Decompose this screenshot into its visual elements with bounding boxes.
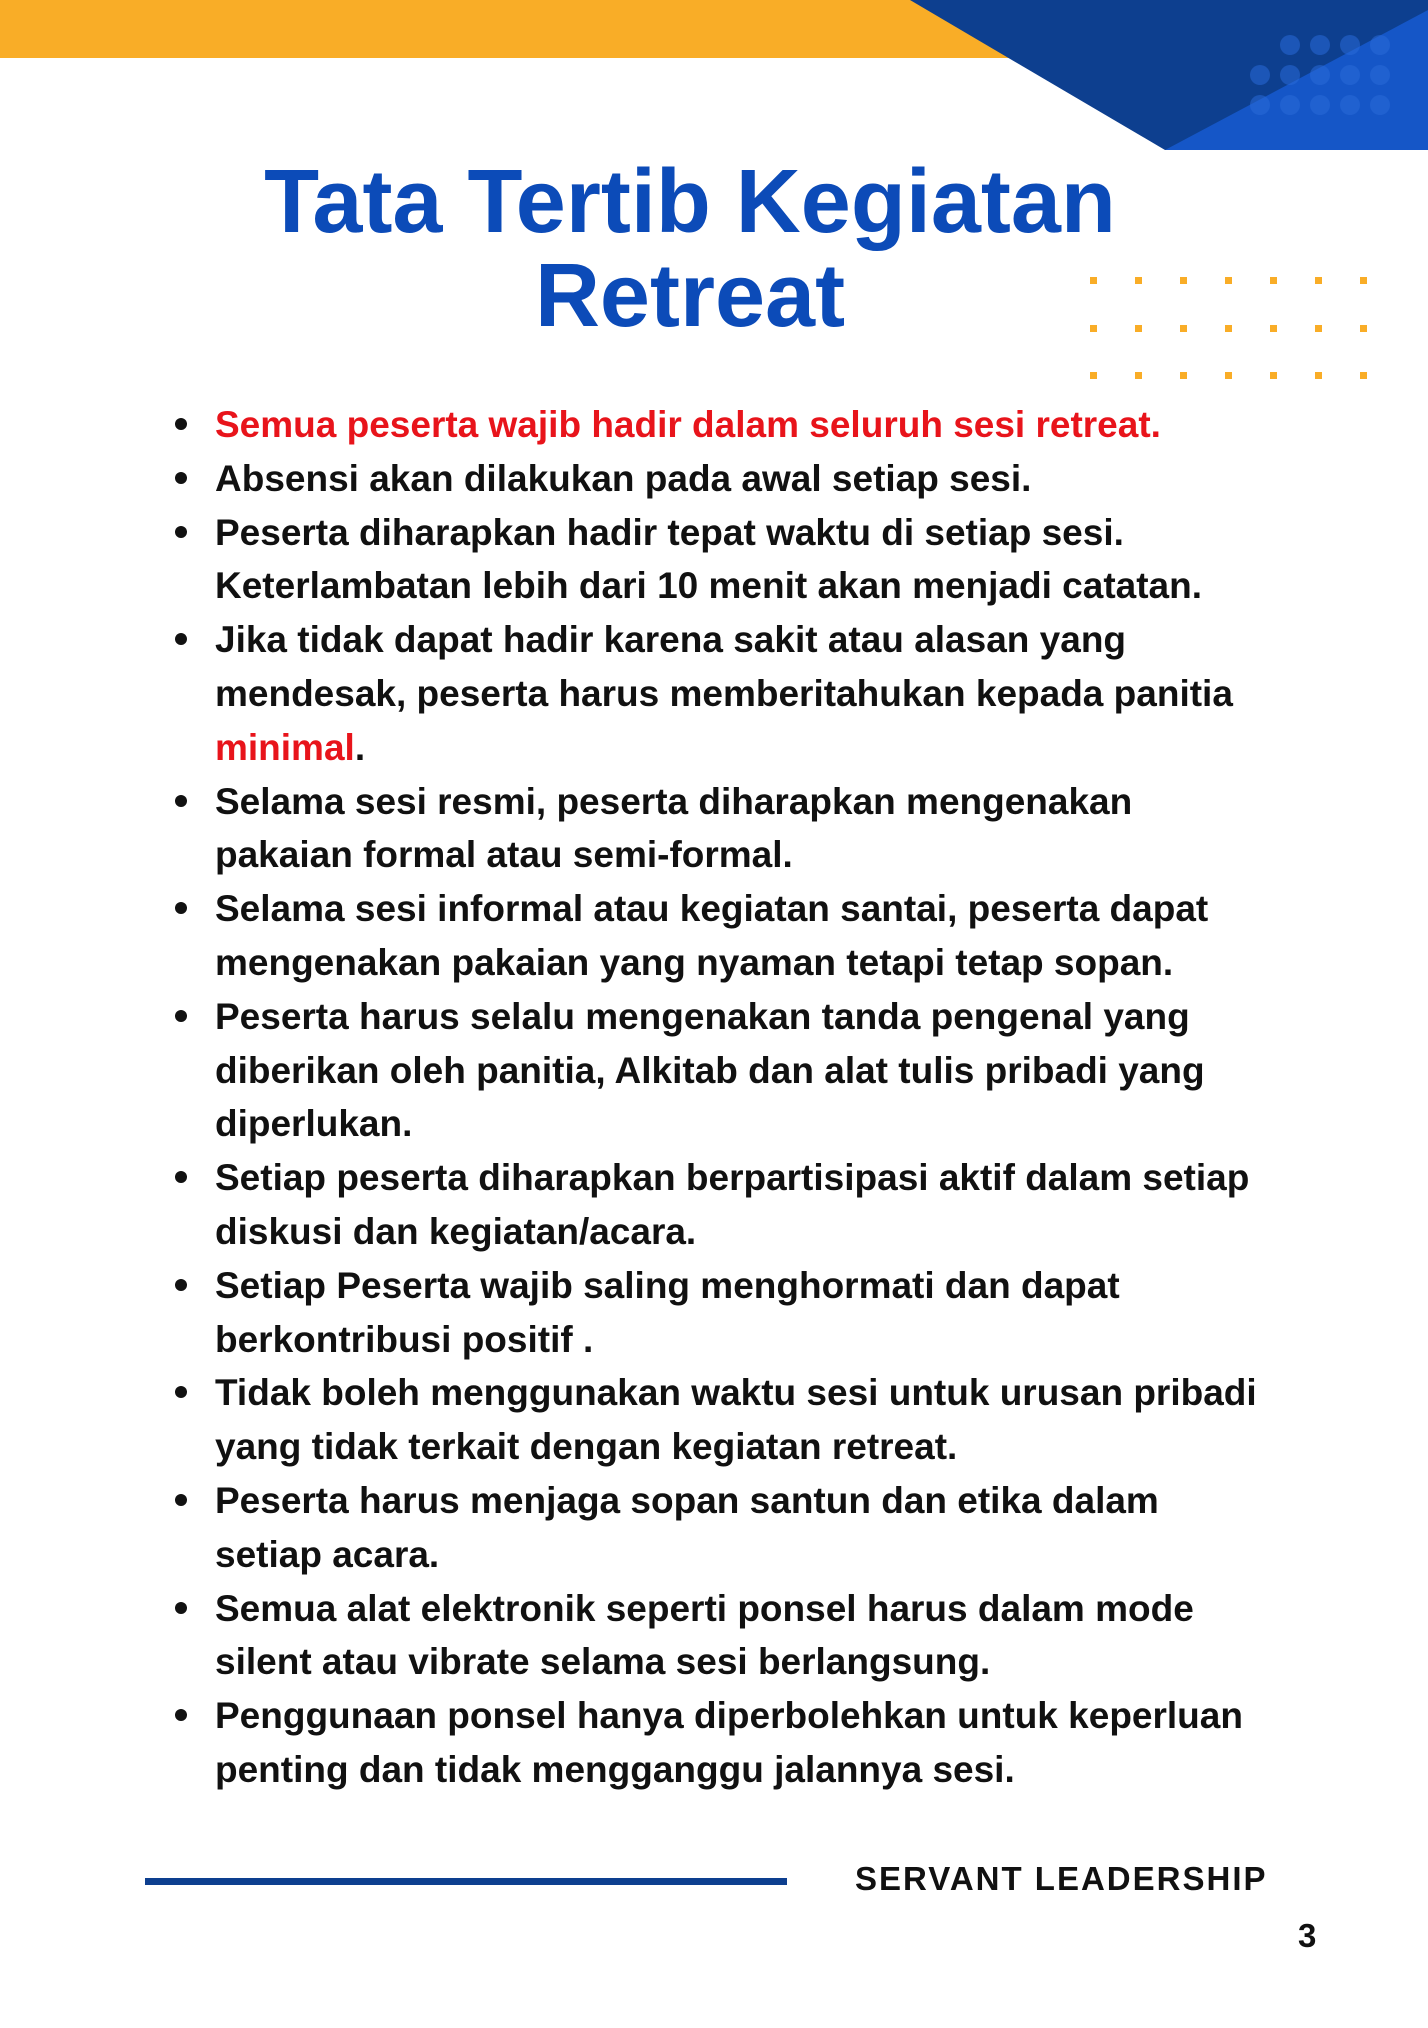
rule-line bbox=[215, 1582, 1335, 1636]
rule-text: Setiap Peserta wajib saling menghormati dan dapat bbox=[215, 1264, 1120, 1306]
rule-line bbox=[215, 1420, 1335, 1474]
rule-line bbox=[215, 559, 1335, 613]
rule-line bbox=[215, 398, 1335, 452]
rule-item bbox=[215, 398, 1335, 452]
rule-line bbox=[215, 882, 1335, 936]
rule-line bbox=[215, 1528, 1335, 1582]
rules-list bbox=[215, 398, 1335, 1797]
rule-text: Selama sesi informal atau kegiatan santai, peserta dapat bbox=[215, 888, 1209, 930]
rule-line bbox=[215, 667, 1335, 721]
rule-text: setiap acara. bbox=[215, 1533, 440, 1575]
page-title bbox=[190, 152, 1190, 346]
rule-item bbox=[215, 882, 1335, 990]
rule-line bbox=[215, 1097, 1335, 1151]
rule-text: Setiap peserta diharapkan berpartisipasi aktif dalam setiap bbox=[215, 1157, 1250, 1199]
rule-line bbox=[215, 1689, 1335, 1743]
rule-line bbox=[215, 1635, 1335, 1689]
rule-line bbox=[215, 1743, 1335, 1797]
rule-highlight-text: Semua peserta wajib hadir dalam seluruh sesi retreat. bbox=[215, 404, 1161, 445]
rule-text: Peserta diharapkan hadir tepat waktu di setiap sesi. bbox=[215, 511, 1124, 553]
rule-text: diberikan oleh panitia, Alkitab dan alat tulis pribadi yang bbox=[215, 1049, 1205, 1091]
rule-item bbox=[215, 1151, 1335, 1259]
rule-text: Semua alat elektronik seperti ponsel harus dalam mode bbox=[215, 1587, 1194, 1629]
rule-line bbox=[215, 1205, 1335, 1259]
orange-stripe bbox=[0, 0, 1010, 58]
rule-item bbox=[215, 1689, 1335, 1797]
rule-item bbox=[215, 1582, 1335, 1690]
rule-text: Selama sesi resmi, peserta diharapkan mengenakan bbox=[215, 780, 1133, 822]
rule-item bbox=[215, 1474, 1335, 1582]
rule-line bbox=[215, 1474, 1335, 1528]
rule-line bbox=[215, 990, 1335, 1044]
rule-line bbox=[215, 613, 1335, 667]
rule-line bbox=[215, 936, 1335, 990]
rule-text: diskusi dan kegiatan/acara. bbox=[215, 1210, 697, 1252]
rule-item bbox=[215, 1259, 1335, 1367]
rule-text: yang tidak terkait dengan kegiatan retreat. bbox=[215, 1426, 958, 1468]
rule-text: berkontribusi positif . bbox=[215, 1318, 594, 1360]
rule-line bbox=[215, 506, 1335, 560]
rule-item bbox=[215, 775, 1335, 883]
rule-line bbox=[215, 1313, 1335, 1367]
rule-item bbox=[215, 452, 1335, 506]
rule-text: penting dan tidak mengganggu jalannya sesi. bbox=[215, 1748, 1015, 1790]
rule-line bbox=[215, 775, 1335, 829]
rule-text: Peserta harus selalu mengenakan tanda pengenal yang bbox=[215, 995, 1190, 1037]
page-number: 3 bbox=[1298, 1917, 1317, 1954]
rule-text: Keterlambatan lebih dari 10 menit akan menjadi catatan. bbox=[215, 565, 1203, 607]
page-title-line-2: Retreat bbox=[534, 246, 846, 346]
rule-line bbox=[215, 721, 1335, 775]
rule-line bbox=[215, 452, 1335, 506]
rule-text: pakaian formal atau semi-formal. bbox=[215, 834, 793, 876]
rule-line bbox=[215, 1044, 1335, 1098]
rule-text: Tidak boleh menggunakan waktu sesi untuk urusan pribadi bbox=[215, 1372, 1257, 1414]
rule-text: mendesak, peserta harus memberitahukan kepada panitia bbox=[215, 672, 1233, 714]
rule-text: Absensi akan dilakukan pada awal setiap sesi. bbox=[215, 457, 1032, 499]
rule-item bbox=[215, 990, 1335, 1151]
rule-highlight-text: minimal bbox=[215, 726, 355, 768]
rule-text: diperlukan. bbox=[215, 1103, 413, 1145]
rule-line bbox=[215, 1366, 1335, 1420]
rule-item bbox=[215, 1366, 1335, 1474]
rule-text: Jika tidak dapat hadir karena sakit atau alasan yang bbox=[215, 619, 1127, 661]
rule-line bbox=[215, 1151, 1335, 1205]
rule-line bbox=[215, 828, 1335, 882]
rule-text: Peserta harus menjaga sopan santun dan etika dalam bbox=[215, 1479, 1159, 1521]
rule-text: . bbox=[354, 726, 366, 768]
rule-item bbox=[215, 613, 1335, 774]
rule-line bbox=[215, 1259, 1335, 1313]
rule-item bbox=[215, 506, 1335, 614]
footer-divider bbox=[145, 1878, 787, 1885]
page-title-line-1: Tata Tertib Kegiatan bbox=[264, 152, 1116, 252]
footer-label: SERVANT LEADERSHIP bbox=[855, 1860, 1268, 1897]
rule-text: Penggunaan ponsel hanya diperbolehkan untuk keperluan bbox=[215, 1695, 1243, 1737]
rule-text: silent atau vibrate selama sesi berlangsung. bbox=[215, 1641, 991, 1683]
rule-text: mengenakan pakaian yang nyaman tetapi tetap sopan. bbox=[215, 941, 1174, 983]
